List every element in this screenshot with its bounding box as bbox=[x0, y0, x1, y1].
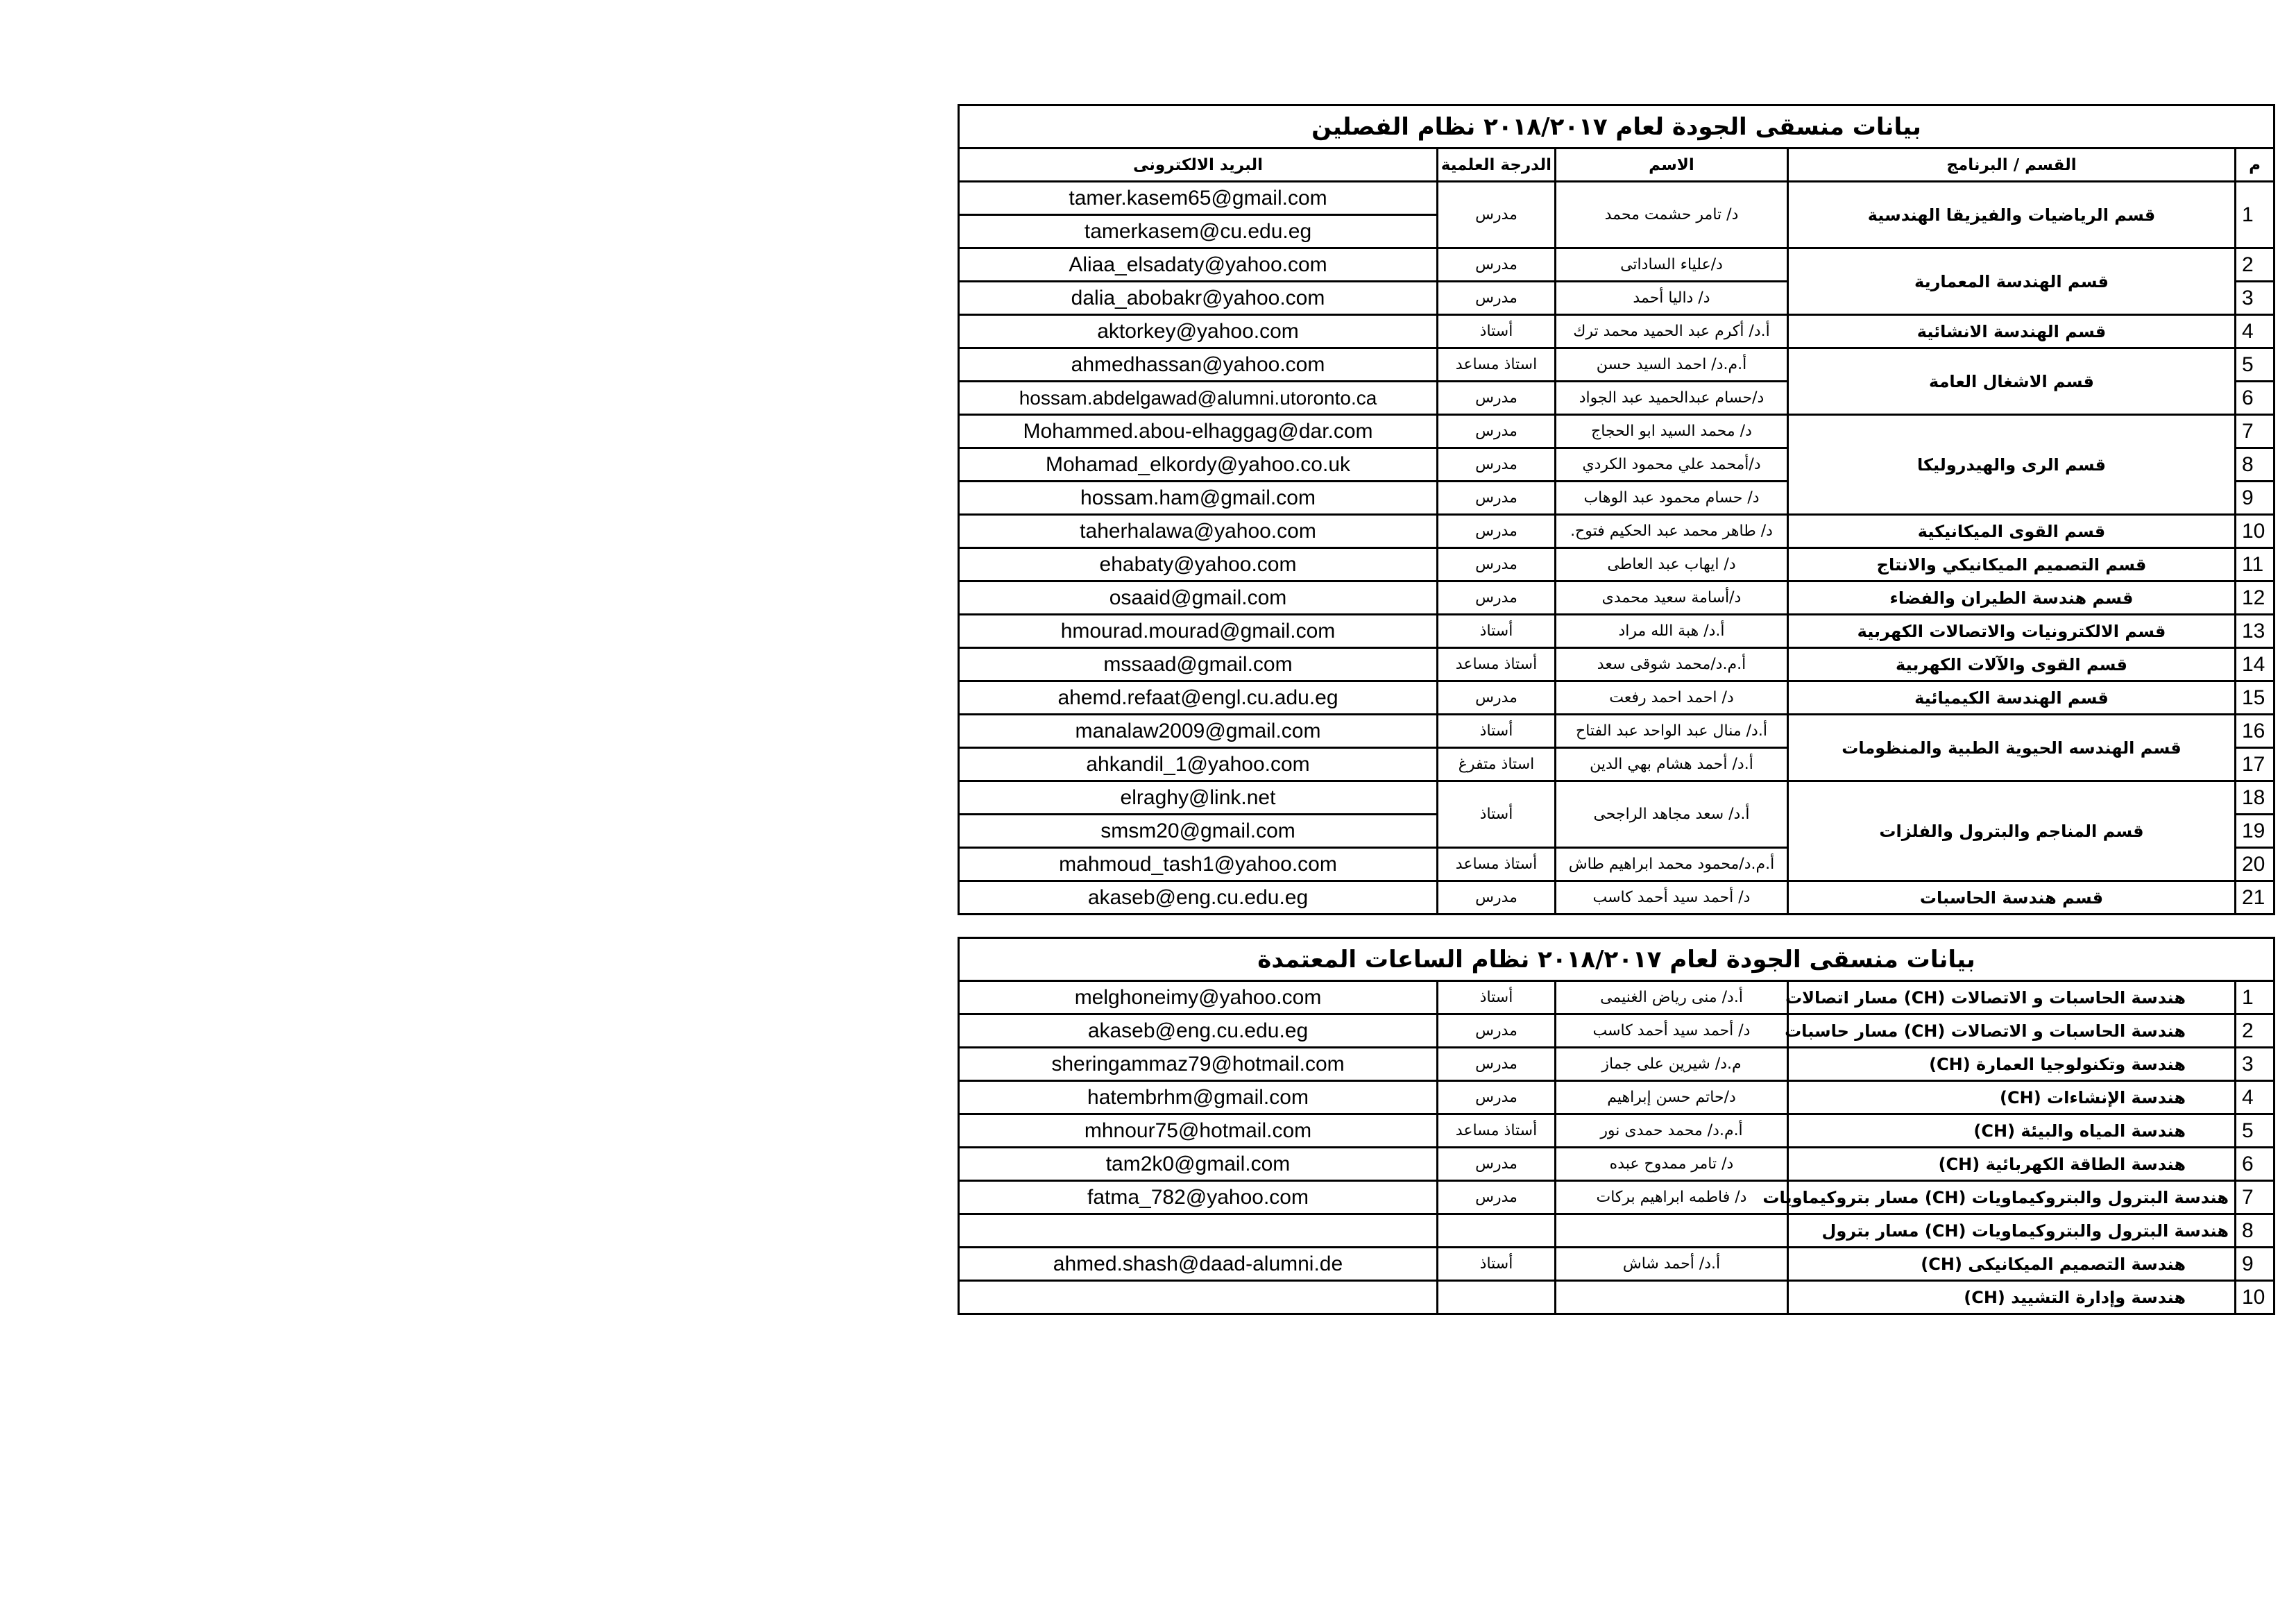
program-cell: هندسة الإنشاءات (CH) bbox=[1788, 1081, 2236, 1114]
degree-cell: مدرس bbox=[1438, 448, 1556, 482]
email-cell: aktorkey@yahoo.com bbox=[959, 315, 1438, 348]
header-email: البريد الالكترونى bbox=[959, 148, 1438, 182]
table-row bbox=[959, 615, 2274, 648]
table-row bbox=[959, 548, 2274, 581]
num-cell: 21 bbox=[2236, 881, 2274, 915]
dept-cell: قسم القوى الميكانيكية bbox=[1788, 515, 2236, 548]
table-row bbox=[959, 681, 2274, 715]
email-cell: mahmoud_tash1@yahoo.com bbox=[959, 848, 1438, 881]
name-cell: د/ محمد السيد ابو الحجاج bbox=[1556, 415, 1788, 448]
table-title: بيانات منسقى الجودة لعام ٢٠١٨/٢٠١٧ نظام الساعات المعتمدة bbox=[959, 938, 2274, 981]
name-cell: د/ أحمد سيد أحمد كاسب bbox=[1556, 1014, 1788, 1048]
num-cell: 2 bbox=[2236, 248, 2274, 282]
email-cell: mssaad@gmail.com bbox=[959, 648, 1438, 681]
dept-cell: قسم المناجم والبترول والفلزات bbox=[1788, 781, 2236, 881]
degree-cell: أستاذ مساعد bbox=[1438, 1114, 1556, 1148]
num-cell: 8 bbox=[2236, 448, 2274, 482]
program-cell: هندسة التصميم الميكانيكى (CH) bbox=[1788, 1248, 2236, 1281]
num-cell: 4 bbox=[2236, 1081, 2274, 1114]
email-cell: osaaid@gmail.com bbox=[959, 581, 1438, 615]
table-row bbox=[959, 1214, 2274, 1248]
email-cell: hatembrhm@gmail.com bbox=[959, 1081, 1438, 1114]
coordinators-table-semester bbox=[958, 104, 2275, 915]
email-cell: ahmed.shash@daad-alumni.de bbox=[959, 1248, 1438, 1281]
email-cell: Mohamad_elkordy@yahoo.co.uk bbox=[959, 448, 1438, 482]
degree-cell: مدرس bbox=[1438, 1014, 1556, 1048]
table-row bbox=[959, 581, 2274, 615]
table-row bbox=[959, 1048, 2274, 1081]
name-cell: د/ حسام محمود عبد الوهاب bbox=[1556, 482, 1788, 515]
email-cell: elraghy@link.net bbox=[959, 781, 1438, 815]
table-row bbox=[959, 715, 2274, 748]
email-cell: taherhalawa@yahoo.com bbox=[959, 515, 1438, 548]
header-num: م bbox=[2236, 148, 2274, 182]
coordinators-table-credit-hours bbox=[958, 937, 2275, 1315]
degree-cell: أستاذ bbox=[1438, 715, 1556, 748]
degree-cell: مدرس bbox=[1438, 1148, 1556, 1181]
table-row bbox=[959, 415, 2274, 448]
program-cell: هندسة وتكنولوجيا العمارة (CH) bbox=[1788, 1048, 2236, 1081]
degree-cell: استاذ مساعد bbox=[1438, 348, 1556, 382]
email-cell: dalia_abobakr@yahoo.com bbox=[959, 282, 1438, 315]
table-row bbox=[959, 1114, 2274, 1148]
dept-cell: قسم هندسة الحاسبات bbox=[1788, 881, 2236, 915]
degree-cell: مدرس bbox=[1438, 515, 1556, 548]
email-cell: akaseb@eng.cu.edu.eg bbox=[959, 1014, 1438, 1048]
num-cell: 3 bbox=[2236, 1048, 2274, 1081]
num-cell: 10 bbox=[2236, 515, 2274, 548]
degree-cell: أستاذ مساعد bbox=[1438, 648, 1556, 681]
name-cell: أ.م.د/محمد شوقى سعد bbox=[1556, 648, 1788, 681]
degree-cell: مدرس bbox=[1438, 681, 1556, 715]
table-row bbox=[959, 648, 2274, 681]
dept-cell: قسم الاشغال العامة bbox=[1788, 348, 2236, 415]
table-row bbox=[959, 315, 2274, 348]
name-cell: أ.د/ منال عبد الواحد عبد الفتاح bbox=[1556, 715, 1788, 748]
name-cell: د/علياء الساداتى bbox=[1556, 248, 1788, 282]
num-cell: 20 bbox=[2236, 848, 2274, 881]
email-cell: hmourad.mourad@gmail.com bbox=[959, 615, 1438, 648]
num-cell: 4 bbox=[2236, 315, 2274, 348]
dept-cell: قسم الرياضيات والفيزيقا الهندسية bbox=[1788, 182, 2236, 248]
table-row bbox=[959, 515, 2274, 548]
num-cell: 7 bbox=[2236, 1181, 2274, 1214]
table-row bbox=[959, 881, 2274, 915]
num-cell: 8 bbox=[2236, 1214, 2274, 1248]
table-row bbox=[959, 1281, 2274, 1314]
num-cell: 7 bbox=[2236, 415, 2274, 448]
num-cell: 6 bbox=[2236, 1148, 2274, 1181]
email-cell: tamerkasem@cu.edu.eg bbox=[959, 215, 1438, 248]
header-degree: الدرجة العلمية bbox=[1438, 148, 1556, 182]
name-cell: أ.م.د/محمود محمد ابراهيم طاش bbox=[1556, 848, 1788, 881]
num-cell: 2 bbox=[2236, 1014, 2274, 1048]
email-cell: melghoneimy@yahoo.com bbox=[959, 981, 1438, 1014]
name-cell: د/ احمد احمد رفعت bbox=[1556, 681, 1788, 715]
name-cell: د/أسامة سعيد محمدى bbox=[1556, 581, 1788, 615]
email-cell bbox=[959, 1281, 1438, 1314]
degree-cell: مدرس bbox=[1438, 482, 1556, 515]
dept-cell: قسم الهندسة الانشائية bbox=[1788, 315, 2236, 348]
program-cell: هندسة المياه والبيئة (CH) bbox=[1788, 1114, 2236, 1148]
email-cell: smsm20@gmail.com bbox=[959, 815, 1438, 848]
email-cell: akaseb@eng.cu.edu.eg bbox=[959, 881, 1438, 915]
degree-cell: أستاذ bbox=[1438, 981, 1556, 1014]
degree-cell: أستاذ bbox=[1438, 615, 1556, 648]
name-cell: أ.د/ أحمد شاش bbox=[1556, 1248, 1788, 1281]
email-cell: sheringammaz79@hotmail.com bbox=[959, 1048, 1438, 1081]
email-cell: ahmedhassan@yahoo.com bbox=[959, 348, 1438, 382]
degree-cell: مدرس bbox=[1438, 248, 1556, 282]
num-cell: 11 bbox=[2236, 548, 2274, 581]
num-cell: 17 bbox=[2236, 748, 2274, 781]
name-cell: أ.د/ هبة الله مراد bbox=[1556, 615, 1788, 648]
degree-cell: مدرس bbox=[1438, 1181, 1556, 1214]
program-cell: هندسة البترول والبتروكيماويات (CH) مسار بتروكيماويات bbox=[1788, 1181, 2236, 1214]
num-cell: 13 bbox=[2236, 615, 2274, 648]
program-cell: هندسة الطاقة الكهربائية (CH) bbox=[1788, 1148, 2236, 1181]
dept-cell: قسم التصميم الميكانيكي والانتاج bbox=[1788, 548, 2236, 581]
num-cell: 1 bbox=[2236, 981, 2274, 1014]
name-cell bbox=[1556, 1281, 1788, 1314]
dept-cell: قسم الهندسه الحيوية الطبية والمنظومات bbox=[1788, 715, 2236, 781]
dept-cell: قسم الهندسة المعمارية bbox=[1788, 248, 2236, 315]
degree-cell: مدرس bbox=[1438, 382, 1556, 415]
email-cell: fatma_782@yahoo.com bbox=[959, 1181, 1438, 1214]
table-title: بيانات منسقى الجودة لعام ٢٠١٨/٢٠١٧ نظام الفصلين bbox=[959, 105, 2274, 148]
program-cell: هندسة البترول والبتروكيماويات (CH) مسار بترول bbox=[1788, 1214, 2236, 1248]
email-cell: manalaw2009@gmail.com bbox=[959, 715, 1438, 748]
name-cell: د/ ايهاب عبد العاطى bbox=[1556, 548, 1788, 581]
table-row bbox=[959, 1148, 2274, 1181]
degree-cell: مدرس bbox=[1438, 1048, 1556, 1081]
name-cell: أ.د/ أحمد هشام بهي الدين bbox=[1556, 748, 1788, 781]
table-row bbox=[959, 1014, 2274, 1048]
table-row bbox=[959, 182, 2274, 215]
num-cell: 14 bbox=[2236, 648, 2274, 681]
num-cell: 1 bbox=[2236, 182, 2274, 248]
email-cell: ahemd.refaat@engl.cu.adu.eg bbox=[959, 681, 1438, 715]
program-cell: هندسة الحاسبات و الاتصالات (CH) مسار اتصالات bbox=[1788, 981, 2236, 1014]
email-cell: hossam.ham@gmail.com bbox=[959, 482, 1438, 515]
num-cell: 5 bbox=[2236, 1114, 2274, 1148]
dept-cell: قسم القوى والآلات الكهربية bbox=[1788, 648, 2236, 681]
table-row bbox=[959, 1181, 2274, 1214]
table-row bbox=[959, 1081, 2274, 1114]
name-cell: د/حسام عبدالحميد عبد الجواد bbox=[1556, 382, 1788, 415]
table-row bbox=[959, 248, 2274, 282]
program-cell: هندسة وإدارة التشييد (CH) bbox=[1788, 1281, 2236, 1314]
email-cell: tam2k0@gmail.com bbox=[959, 1148, 1438, 1181]
name-cell: د/ أحمد سيد أحمد كاسب bbox=[1556, 881, 1788, 915]
dept-cell: قسم هندسة الطيران والفضاء bbox=[1788, 581, 2236, 615]
email-cell bbox=[959, 1214, 1438, 1248]
header-name: الاسم bbox=[1556, 148, 1788, 182]
num-cell: 10 bbox=[2236, 1281, 2274, 1314]
table-row bbox=[959, 348, 2274, 382]
degree-cell: أستاذ bbox=[1438, 781, 1556, 848]
num-cell: 9 bbox=[2236, 482, 2274, 515]
num-cell: 19 bbox=[2236, 815, 2274, 848]
table-row bbox=[959, 781, 2274, 815]
dept-cell: قسم الرى والهيدروليكا bbox=[1788, 415, 2236, 515]
degree-cell bbox=[1438, 1281, 1556, 1314]
program-cell: هندسة الحاسبات و الاتصالات (CH) مسار حاسبات bbox=[1788, 1014, 2236, 1048]
name-cell: د/ تامر حشمت محمد bbox=[1556, 182, 1788, 248]
name-cell: أ.د/ منى رياض الغنيمى bbox=[1556, 981, 1788, 1014]
num-cell: 3 bbox=[2236, 282, 2274, 315]
email-cell: ahkandil_1@yahoo.com bbox=[959, 748, 1438, 781]
name-cell: م.د/ شيرين على جماز bbox=[1556, 1048, 1788, 1081]
name-cell: د/ تامر ممدوح عبده bbox=[1556, 1148, 1788, 1181]
table-row bbox=[959, 1248, 2274, 1281]
degree-cell: مدرس bbox=[1438, 1081, 1556, 1114]
email-cell: Aliaa_elsadaty@yahoo.com bbox=[959, 248, 1438, 282]
table-row bbox=[959, 981, 2274, 1014]
name-cell: د/حاتم حسن إبراهيم bbox=[1556, 1081, 1788, 1114]
degree-cell: مدرس bbox=[1438, 548, 1556, 581]
degree-cell: أستاذ مساعد bbox=[1438, 848, 1556, 881]
header-dept: القسم / البرنامج bbox=[1788, 148, 2236, 182]
num-cell: 9 bbox=[2236, 1248, 2274, 1281]
email-cell: mhnour75@hotmail.com bbox=[959, 1114, 1438, 1148]
num-cell: 5 bbox=[2236, 348, 2274, 382]
num-cell: 15 bbox=[2236, 681, 2274, 715]
name-cell: د/ داليا أحمد bbox=[1556, 282, 1788, 315]
email-cell: tamer.kasem65@gmail.com bbox=[959, 182, 1438, 215]
degree-cell: استاذ متفرغ bbox=[1438, 748, 1556, 781]
degree-cell: أستاذ bbox=[1438, 1248, 1556, 1281]
name-cell bbox=[1556, 1214, 1788, 1248]
dept-cell: قسم الالكترونيات والاتصالات الكهربية bbox=[1788, 615, 2236, 648]
name-cell: د/أمحمد علي محمود الكردي bbox=[1556, 448, 1788, 482]
degree-cell bbox=[1438, 1214, 1556, 1248]
degree-cell: مدرس bbox=[1438, 282, 1556, 315]
table-header-row bbox=[959, 148, 2274, 182]
name-cell: أ.م.د/ احمد السيد حسن bbox=[1556, 348, 1788, 382]
email-cell: ehabaty@yahoo.com bbox=[959, 548, 1438, 581]
degree-cell: مدرس bbox=[1438, 881, 1556, 915]
email-cell: Mohammed.abou-elhaggag@dar.com bbox=[959, 415, 1438, 448]
name-cell: أ.د/ أكرم عبد الحميد محمد ترك bbox=[1556, 315, 1788, 348]
dept-cell: قسم الهندسة الكيميائية bbox=[1788, 681, 2236, 715]
degree-cell: مدرس bbox=[1438, 182, 1556, 248]
num-cell: 6 bbox=[2236, 382, 2274, 415]
name-cell: د/ فاطمه ابراهيم بركات bbox=[1556, 1181, 1788, 1214]
name-cell: أ.د/ سعد مجاهد الراجحى bbox=[1556, 781, 1788, 848]
name-cell: د/ طاهر محمد عبد الحكيم فتوح. bbox=[1556, 515, 1788, 548]
num-cell: 16 bbox=[2236, 715, 2274, 748]
num-cell: 12 bbox=[2236, 581, 2274, 615]
degree-cell: مدرس bbox=[1438, 415, 1556, 448]
name-cell: أ.م.د/ محمد حمدى نور bbox=[1556, 1114, 1788, 1148]
num-cell: 18 bbox=[2236, 781, 2274, 815]
degree-cell: أستاذ bbox=[1438, 315, 1556, 348]
email-cell: hossam.abdelgawad@alumni.utoronto.ca bbox=[959, 382, 1438, 415]
degree-cell: مدرس bbox=[1438, 581, 1556, 615]
